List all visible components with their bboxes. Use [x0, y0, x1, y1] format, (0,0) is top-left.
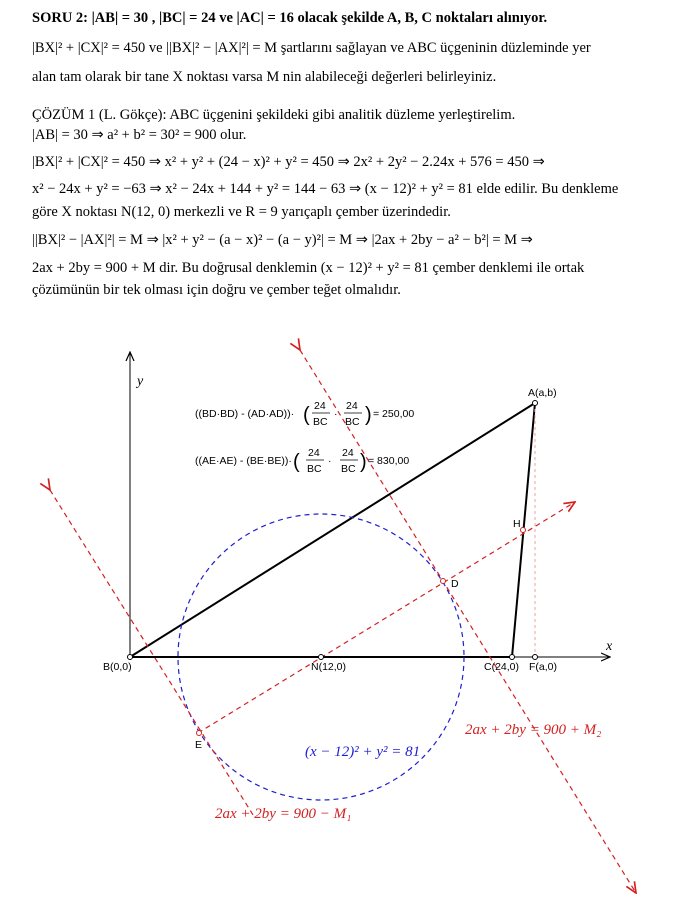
label-f: F(a,0): [529, 661, 558, 673]
formula-2-num-b: 24: [342, 447, 354, 459]
solution-line-3: |BX|² + |CX|² = 450 ⇒ x² + y² + (24 − x)² + y² = 450 ⇒ 2x² + 2y² − 2.24x + 576 = 450 ⇒: [32, 154, 545, 170]
label-a: A(a,b): [528, 387, 557, 399]
tangent-line-lower: [50, 490, 255, 818]
label-n: N(12,0): [311, 661, 347, 673]
problem-line-2: |BX|² + |CX|² = 450 ve ||BX|² − |AX|²| = M şartlarını sağlayan ve ABC üçgeninin düzleminde yer: [32, 40, 591, 56]
point-h-marker: [521, 528, 526, 533]
svg-text:·: ·: [328, 455, 332, 467]
circle-equation: (x − 12)² + y² = 81: [305, 744, 421, 760]
solution-line-5: göre X noktası N(12, 0) merkezli ve R = 9 yarıçaplı çember üzerindedir.: [32, 204, 451, 220]
solution-line-7: 2ax + 2by = 900 + M dir. Bu doğrusal denklemin (x − 12)² + y² = 81 çember denklemi ile ortak: [32, 260, 585, 276]
point-c-marker: [510, 655, 515, 660]
formula-1-den-a: BC: [313, 416, 328, 428]
problem-line-3: alan tam olarak bir tane X noktası varsa M nin alabileceği değerleri belirleyiniz.: [32, 69, 497, 85]
svg-text:): ): [360, 451, 367, 473]
label-b: B(0,0): [103, 661, 132, 673]
diameter-ed: [198, 502, 575, 733]
svg-text:): ): [365, 404, 372, 426]
solution-line-6: ||BX|² − |AX|²| = M ⇒ |x² + y² − (a − x)² − (a − y)²| = M ⇒ |2ax + 2by − a² − b²| = M ⇒: [32, 232, 533, 248]
label-d: D: [451, 578, 459, 590]
formula-1-prefix: ((BD·BD) - (AD·AD))·: [195, 408, 295, 420]
point-a-marker: [533, 401, 538, 406]
svg-text:·: ·: [334, 408, 338, 420]
x-axis-label: x: [606, 639, 613, 654]
solution-line-4: x² − 24x + y² = −63 ⇒ x² − 24x + 144 + y² = 144 − 63 ⇒ (x − 12)² + y² = 81 elde edilir. Bu denkleme: [32, 181, 619, 197]
label-h: H: [513, 518, 521, 530]
point-e-marker: [197, 731, 202, 736]
formula-2-den-b: BC: [341, 463, 356, 475]
solution-line-1: ÇÖZÜM 1 (L. Gökçe): ABC üçgenini şekildeki gibi analitik düzleme yerleştirelim.: [32, 107, 516, 123]
formula-1: [195, 400, 414, 428]
point-f-marker: [533, 655, 538, 660]
point-n-marker: [319, 655, 324, 660]
formula-1-num-b: 24: [346, 400, 358, 412]
svg-text:(: (: [293, 451, 300, 473]
label-e: E: [195, 739, 203, 751]
formula-1-num-a: 24: [314, 400, 326, 412]
formula-2-value: = 830,00: [368, 455, 410, 467]
problem-line-1: SORU 2: |AB| = 30 , |BC| = 24 ve |AC| = 16 olacak şekilde A, B, C noktaları alınıyor.: [32, 10, 548, 26]
svg-text:(: (: [303, 404, 310, 426]
formula-2-num-a: 24: [308, 447, 320, 459]
formula-2-den-a: BC: [307, 463, 322, 475]
y-axis-label: y: [137, 374, 144, 389]
upper-line-equation: 2ax + 2by = 900 + M₂: [465, 722, 602, 738]
lower-line-equation: 2ax + 2by = 900 − M₁: [215, 806, 352, 822]
side-ba: [130, 403, 535, 657]
solution-line-2: |AB| = 30 ⇒ a² + b² = 30² = 900 olur.: [32, 127, 247, 143]
formula-1-den-b: BC: [345, 416, 360, 428]
formula-2-prefix: ((AE·AE) - (BE·BE))·: [195, 455, 292, 467]
solution-line-8: çözümünün bir tek olması için doğru ve çember teğet olmalıdır.: [32, 282, 401, 298]
label-c: C(24,0): [484, 661, 520, 673]
formula-2: [195, 447, 409, 475]
point-d-marker: [441, 579, 446, 584]
point-b-marker: [128, 655, 133, 660]
formula-1-value: = 250,00: [373, 408, 415, 420]
